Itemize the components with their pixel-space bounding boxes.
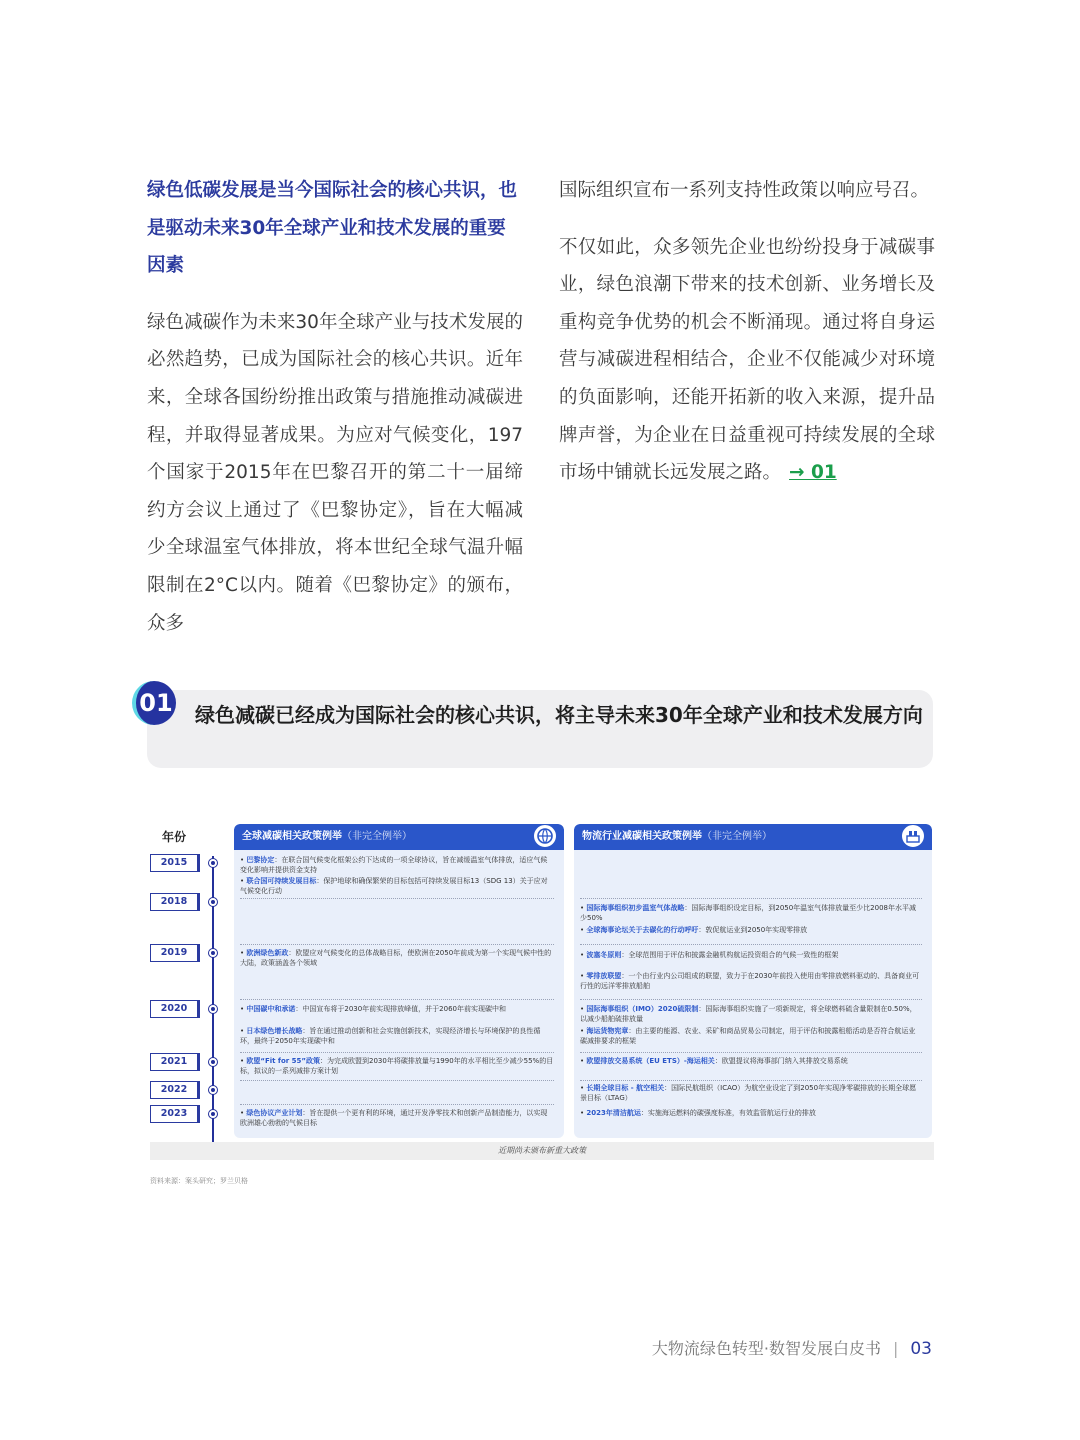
lead-heading: 绿色低碳发展是当今国际社会的核心共识，也是驱动未来30年全球产业和技术发展的重要因素 bbox=[147, 180, 518, 277]
divider bbox=[240, 944, 554, 945]
logistics-policy-panel bbox=[574, 824, 932, 1138]
divider bbox=[580, 999, 922, 1000]
left-column bbox=[147, 172, 523, 642]
figure-source: 资料来源：案头研究；罗兰贝格 bbox=[150, 1177, 248, 1185]
panel-subtitle: （非完全例举） bbox=[702, 831, 772, 842]
global-policy-panel-header bbox=[234, 824, 564, 850]
page-footer bbox=[652, 1336, 932, 1359]
policy-item: • 国际海事组织初步温室气体战略：国际海事组织设定目标，到2050年温室气体排放量至少比2008年水平减少50% bbox=[580, 904, 916, 922]
globe-icon bbox=[532, 824, 558, 849]
policy-item: • 日本绿色增长战略：旨在通过推动创新和社会实施创新技术，实现经济增长与环境保护的良性循环，最终于2050年实现碳中和 bbox=[240, 1027, 541, 1045]
divider bbox=[580, 898, 922, 899]
panel-title: 全球减碳相关政策例举 bbox=[242, 831, 342, 842]
year-tag-2019: 2019 bbox=[150, 944, 200, 962]
year-tag-2021: 2021 bbox=[150, 1053, 200, 1071]
timeline-dot bbox=[209, 859, 217, 867]
policy-item: • 联合国可持续发展目标：保护地球和确保繁荣的目标包括可持续发展目标13（SDG 13）关于应对气候变化行动 bbox=[240, 877, 548, 895]
policy-item: • 海运货物宪章：由主要的能源、农业、采矿和商品贸易公司制定，用于评估和披露租船活动是否符合航运业碳减排要求的框架 bbox=[580, 1027, 916, 1045]
panel-title: 物流行业减碳相关政策例举 bbox=[582, 831, 702, 842]
policy-item: • 欧盟排放交易系统（EU ETS）-海运相关：欧盟提议将海事部门纳入其排放交易系统 bbox=[580, 1057, 848, 1065]
left-body-text: 绿色减碳作为未来30年全球产业与技术发展的必然趋势，已成为国际社会的核心共识。近年来，全球各国纷纷推出政策与措施推动减碳进程，并取得显著成果。为应对气候变化，197个国家于2015年在巴黎召开的第二十一届缔约方会议上通过了《巴黎协定》，旨在大幅减少全球温室气体排放，将本世纪全球气温升幅限制在2°C以内。随着《巴黎协定》的颁布，众多 bbox=[147, 311, 523, 634]
policy-item: • 零排放联盟：一个由行业内公司组成的联盟，致力于在2030年前投入使用由零排放燃料驱动的、具备商业可行性的远洋零排放船舶 bbox=[580, 972, 920, 990]
timeline-dot bbox=[209, 1005, 217, 1013]
section-number-badge: 01 bbox=[132, 681, 176, 725]
divider bbox=[580, 944, 922, 945]
timeline-dot bbox=[209, 898, 217, 906]
right-para-1: 国际组织宣布一系列支持性政策以响应号召。 bbox=[559, 180, 930, 201]
timeline-dot bbox=[209, 1110, 217, 1118]
section-title: 绿色减碳已经成为国际社会的核心共识，将主导未来30年全球产业和技术发展方向 bbox=[195, 703, 923, 727]
global-policy-panel bbox=[234, 824, 564, 1138]
year-tag-2023: 2023 bbox=[150, 1105, 200, 1123]
policy-timeline-figure bbox=[150, 820, 934, 1162]
policy-item: • 巴黎协定：在联合国气候变化框架公约下达成的一项全球协议，旨在减缓温室气体排放，适应气候变化影响并提供资金支持 bbox=[240, 856, 548, 874]
policy-item: • 全球海事论坛关于去碳化的行动呼吁：敦促航运业到2050年实现零排放 bbox=[580, 926, 808, 934]
divider bbox=[580, 1052, 922, 1053]
divider bbox=[580, 1080, 922, 1081]
right-para-2-text: 不仅如此，众多领先企业也纷纷投身于减碳事业，绿色浪潮下带来的技术创新、业务增长及重构竞争优势的机会不断涌现。通过将自身运营与减碳进程相结合，企业不仅能减少对环境的负面影响，还能开拓新的收入来源，提升品牌声誉，为企业在日益重视可持续发展的全球市场中铺就长远发展之路。 bbox=[559, 236, 935, 484]
footer-divider: | bbox=[892, 1339, 899, 1358]
divider bbox=[240, 1080, 554, 1081]
figure-footer-note: 近期尚未颁布新重大政策 bbox=[150, 1142, 934, 1160]
divider bbox=[240, 999, 554, 1000]
timeline-dot bbox=[209, 949, 217, 957]
policy-item: • 波塞冬原则：全球范围用于评估和披露金融机构航运投资组合的气候一致性的框架 bbox=[580, 951, 839, 959]
year-tag-2022: 2022 bbox=[150, 1081, 200, 1099]
policy-item: • 长期全球目标 - 航空相关：国际民航组织（ICAO）为航空业设定了到2050年实现净零碳排放的长期全球愿景目标（LTAG） bbox=[580, 1084, 917, 1102]
divider bbox=[240, 1052, 554, 1053]
policy-item: • 国际海事组织（IMO）2020硫限制：国际海事组织实施了一项新规定，将全球燃料硫含量限制在0.50%，以减少船舶硫排放量 bbox=[580, 1005, 917, 1023]
timeline-dot bbox=[209, 1058, 217, 1066]
year-tag-2015: 2015 bbox=[150, 854, 200, 872]
policy-item: • 欧洲绿色新政：欧盟应对气候变化的总体战略目标，使欧洲在2050年前成为第一个实现气候中性的大陆，政策涵盖各个领域 bbox=[240, 949, 552, 967]
reference-link[interactable]: → 01 bbox=[789, 462, 837, 484]
policy-item: • 2023年清洁航运：实施海运燃料的碳强度标准，有效监管航运行业的排放 bbox=[580, 1109, 816, 1117]
right-para-2 bbox=[559, 229, 935, 492]
policy-item: • 中国碳中和承诺：中国宣布将于2030年前实现排放峰值，并于2060年前实现碳中和 bbox=[240, 1005, 506, 1013]
right-column bbox=[559, 172, 935, 492]
document-title: 大物流绿色转型·数智发展白皮书 bbox=[651, 1339, 881, 1358]
year-tag-2020: 2020 bbox=[150, 1000, 200, 1018]
policy-item: • 欧盟“Fit for 55”政策：为完成欧盟到2030年将碳排放量与1990年的水平相比至少减少55%的目标，拟议的一系列减排方案计划 bbox=[240, 1057, 554, 1075]
year-tag-2018: 2018 bbox=[150, 893, 200, 911]
divider bbox=[240, 898, 554, 899]
timeline-dot bbox=[209, 1086, 217, 1094]
year-axis-label: 年份 bbox=[162, 830, 187, 844]
divider bbox=[240, 1104, 554, 1105]
panel-subtitle: （非完全例举） bbox=[342, 831, 412, 842]
page-number: 03 bbox=[910, 1339, 932, 1359]
logistics-policy-panel-header bbox=[574, 824, 932, 850]
logistics-icon bbox=[900, 824, 926, 849]
policy-item: • 绿色协议产业计划：旨在提供一个更有利的环境，通过开发净零技术和创新产品制造能力，以实现欧洲雄心勃勃的气候目标 bbox=[240, 1109, 548, 1127]
